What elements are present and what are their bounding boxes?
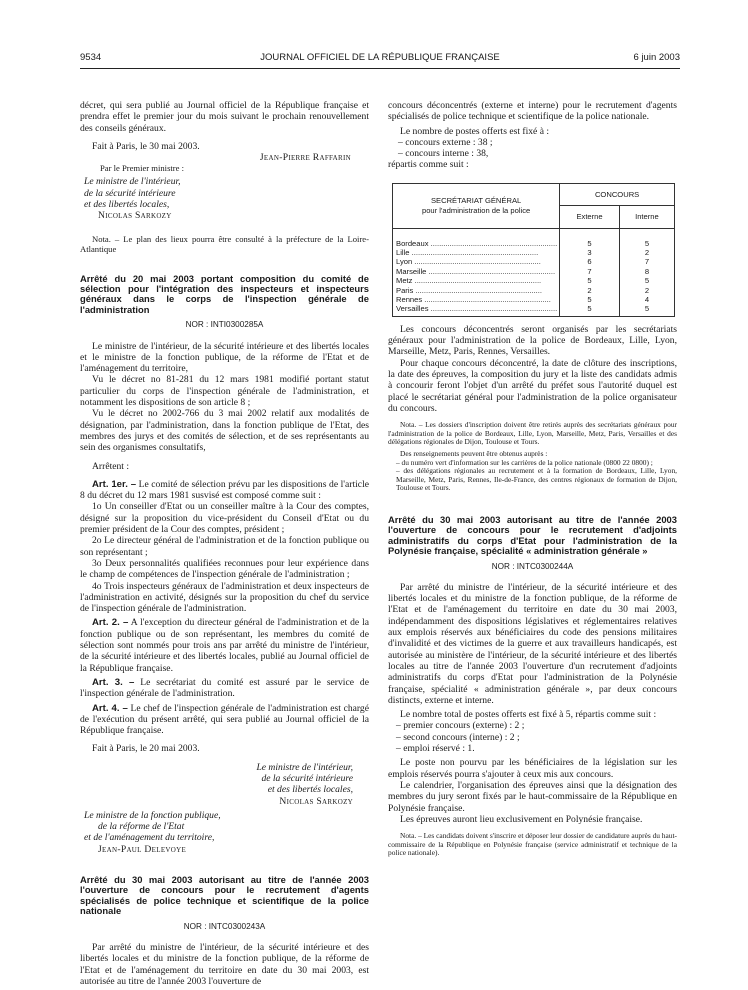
page-number: 9534 xyxy=(80,52,102,63)
renseignements-item-1: – du numéro vert d'information sur les carrières de la police nationale (0800 22 0800) ; xyxy=(396,457,653,467)
arretent: Arrêtent : xyxy=(92,460,130,472)
article-4 xyxy=(80,703,369,737)
sig1-minister-line-2: de la sécurité intérieure xyxy=(84,187,176,199)
table-row xyxy=(393,228,675,248)
signature-block-2-right xyxy=(80,762,369,807)
sig2-right-line-1: Le ministre de l'intérieur, xyxy=(256,761,353,773)
leader-dots: ............................................................ xyxy=(428,238,558,248)
concours-externe-line: – concours externe : 38 ; xyxy=(398,136,493,148)
arrete-3-title: Arrêté du 30 mai 2003 autorisant au titre de l'année 2003 l'ouverture de concours pour le recrutement d'adjoints administratifs du corps d'Etat pour l'administration de la Polynésie française, spécialité « administration générale » xyxy=(388,513,677,557)
table-cell-city: Metz ............................................................ xyxy=(393,276,560,285)
table-cell-city: Rennes ............................................................ xyxy=(393,295,560,304)
renseignements-item-2: – des délégations régionales au recrutement et à la formation de Bordeaux, Lille, Lyon, Marseille, Metz, Paris, Rennes, Ile-de-France, des centres régionaux de formation de Dijon, Toulouse et Tours. xyxy=(396,466,677,493)
leader-dots: ............................................................ xyxy=(413,285,543,295)
left-column xyxy=(80,100,369,987)
table-row xyxy=(393,304,675,316)
leader-dots: ............................................................ xyxy=(409,248,539,257)
table-row xyxy=(393,267,675,276)
table-row xyxy=(393,276,675,285)
table-cell-city: Lyon ............................................................ xyxy=(393,257,560,266)
table-cell-interne: 7 xyxy=(619,257,674,266)
arrete-3-nor: NOR : INTC0300244A xyxy=(491,561,574,571)
sig1-minister-name: Nicolas Sarkozy xyxy=(98,210,172,222)
sig1-minister-line-1: Le ministre de l'intérieur, xyxy=(84,176,181,188)
renseignements: Des renseignements peuvent être obtenus auprès : xyxy=(400,449,548,458)
table-head-secretariat-2: pour l'administration de la police xyxy=(421,205,531,215)
sig2-left-line-1: Le ministre de la fonction publique, xyxy=(84,809,221,821)
journal-title: JOURNAL OFFICIEL DE LA RÉPUBLIQUE FRANÇAISE xyxy=(260,52,500,63)
art1-item-3: 3o Deux personnalités qualifiées reconnues pour leur expérience dans le champ de compétences de l'inspection générale de l'administration ; xyxy=(80,557,369,581)
table-cell-externe: 5 xyxy=(560,276,620,285)
art1-item-2: 2o Le directeur général de l'administration et de la fonction publique ou son représentant ; xyxy=(80,535,369,558)
issue-date: 6 juin 2003 xyxy=(633,52,680,63)
continued-paragraph: concours déconcentrés (externe et interne) pour le recrutement d'agents spécialisés de police technique et scientifique de la police nationale. xyxy=(388,100,677,123)
table-cell-externe: 6 xyxy=(560,257,620,266)
arrete-2-nor: NOR : INTC0300243A xyxy=(183,921,266,931)
fait-line-2: Fait à Paris, le 20 mai 2003. xyxy=(92,743,200,755)
table-cell-city: Marseille ............................................................ xyxy=(393,267,560,276)
leader-dots: ............................................................ xyxy=(412,276,542,286)
a3-lieu: Les épreuves auront lieu exclusivement en Polynésie française. xyxy=(400,813,643,825)
table-cell-interne: 5 xyxy=(619,304,674,316)
leader-dots: ............................................................ xyxy=(412,257,541,267)
table-head-externe: Externe xyxy=(560,206,620,228)
art3-label: Art. 3. – xyxy=(92,676,135,688)
sig2-left-name: Jean-Paul Delevoye xyxy=(98,843,187,855)
table-cell-externe: 7 xyxy=(560,267,620,276)
art1-label: Art. 1er. – xyxy=(92,478,137,490)
a1-paragraph-1: Le ministre de l'intérieur, de la sécurité intérieure et des libertés locales et le ministre de la fonction publique, de la réforme de l'Etat et de l'aménagement du territoire, xyxy=(80,340,369,375)
sig2-right-line-3: et des libertés locales, xyxy=(267,784,353,796)
repartis-line: répartis comme suit : xyxy=(388,159,469,171)
sig2-left-line-3: et de l'aménagement du territoire, xyxy=(84,832,215,844)
leader-dots: ............................................................ xyxy=(428,304,558,314)
intro-paragraph: décret, qui sera publié au Journal officiel de la République française et prendra effet le premier jour du mois suivant le prochain renouvellement des conseils généraux. xyxy=(80,100,369,134)
leader-dots: ............................................................ xyxy=(426,266,556,276)
sig2-left-line-2: de la réforme de l'Etat xyxy=(98,821,185,833)
table-row xyxy=(393,286,675,295)
table-cell-externe: 5 xyxy=(560,295,620,304)
a1-paragraph-2: Vu le décret no 81-281 du 12 mars 1981 modifié portant statut particulier du corps de l'inspection générale de l'administration, et notamment les dispositions de son article 8 ; xyxy=(80,374,369,409)
arrete-1-nor: NOR : INTI0300285A xyxy=(185,320,264,330)
concours-interne-line: – concours interne : 38, xyxy=(398,148,489,160)
a3-list-item-3: – emploi réservé : 1. xyxy=(396,743,475,755)
article-1 xyxy=(80,479,369,502)
table-cell-externe: 3 xyxy=(560,248,620,257)
table-head-secretariat-1: SECRÉTARIAT GÉNÉRAL xyxy=(430,196,522,206)
a3-calendrier: Le calendrier, l'organisation des épreuves ainsi que la désignation des membres du jury seront fixés par le haut-commissaire de la République en Polynésie française. xyxy=(388,779,677,814)
table-cell-city: Bordeaux ............................................................ xyxy=(393,228,560,248)
leader-dots: ............................................................ xyxy=(422,295,551,305)
table-cell-interne: 5 xyxy=(619,228,674,248)
p-chaque-concours: Pour chaque concours déconcentré, la date de clôture des inscriptions, la date des épreuves, la composition du jury et la liste des candidats admis à concourir feront l'objet d'un arrêté du préfet sous l'autorité duquel est placé le secrétariat général pour l'administration de la police organisateur du concours. xyxy=(388,357,677,414)
table-cell-interne: 2 xyxy=(619,248,674,257)
table-head-secretariat xyxy=(393,183,560,228)
table-cell-interne: 2 xyxy=(619,286,674,295)
art1-item-4: 4o Trois inspecteurs généraux de l'administration et deux inspecteurs de l'administration en activité, désignés sur la proposition du chef du service de l'inspection générale de l'administration. xyxy=(80,580,369,615)
art4-text: Le chef de l'inspection générale de l'administration est chargé de l'exécution du présent arrêté, qui sera publié au Journal officiel de la République française. xyxy=(80,702,369,737)
table-cell-interne: 5 xyxy=(619,276,674,285)
art3-text: Le secrétariat du comité est assuré par le service de l'inspection générale de l'administration. xyxy=(80,676,369,700)
header-rule xyxy=(80,68,680,69)
table-cell-city: Lille ............................................................ xyxy=(393,248,560,257)
table-row xyxy=(393,248,675,257)
article-3 xyxy=(80,677,369,700)
nota-3: Nota. – Les candidats doivent s'inscrire et déposer leur dossier de candidature auprès du haut-commissaire de la République en Polynésie française (service administratif et technique de la police nationale). xyxy=(388,831,677,858)
table-head-concours: CONCOURS xyxy=(560,183,675,205)
a3-list-item-1: – premier concours (externe) : 2 ; xyxy=(396,720,525,732)
signature-block-2-left xyxy=(80,810,369,855)
arrete-2-title: Arrêté du 30 mai 2003 autorisant au titre de l'année 2003 l'ouverture de concours pour le recrutement d'agents spécialisés de police technique et scientifique de la police nationale xyxy=(80,874,369,917)
arrete-1-title: Arrêté du 20 mai 2003 portant composition du comité de sélection pour l'intégration des inspecteurs et inspecteurs généraux dans le corps de l'inspection générale de l'administration xyxy=(80,272,369,315)
nota-2: Nota. – Les dossiers d'inscription doivent être retirés auprès des secrétariats généraux pour l'administration de la police de Bordeaux, Lille, Lyon, Marseille, Metz, Paris, Versailles et des délégations régionales de Dijon, Toulouse et Tours. xyxy=(388,420,677,447)
signatory-par: Par le Premier ministre : xyxy=(100,163,185,174)
table-cell-city: Versailles ............................................................ xyxy=(393,304,560,316)
fait-line-1: Fait à Paris, le 30 mai 2003. xyxy=(92,140,200,152)
table-cell-city: Paris ............................................................ xyxy=(393,286,560,295)
table-cell-interne: 4 xyxy=(619,295,674,304)
art1-text: Le comité de sélection prévu par les dispositions de l'article 8 du décret du 12 mars 1981 susvisé est composé comme suit : xyxy=(80,478,369,502)
a1-paragraph-3: Vu le décret no 2002-766 du 3 mai 2002 relatif aux modalités de désignation, par l'administration, dans la fonction publique de l'Etat, des membres des jurys et des comités de sélection, et de ses représentants au sein des organismes consultatifs, xyxy=(80,408,369,454)
table-cell-externe: 2 xyxy=(560,286,620,295)
posts-table xyxy=(392,183,675,317)
signatory-name-1: Jean-Pierre Raffarin xyxy=(259,152,351,164)
table-cell-externe: 5 xyxy=(560,304,620,316)
table-head-interne: Interne xyxy=(619,206,674,228)
table-row xyxy=(393,257,675,266)
signature-block-1 xyxy=(80,176,369,221)
right-column xyxy=(388,100,677,858)
a3-list-item-2: – second concours (interne) : 2 ; xyxy=(396,731,520,743)
page-header xyxy=(80,52,680,66)
art1-item-1: 1o Un conseiller d'Etat ou un conseiller maître à la Cour des comptes, désigné sur la proposition du vice-président du Conseil d'Etat ou du premier président de la Cour des comptes, président ; xyxy=(80,501,369,536)
a3-total: Le nombre total de postes offerts est fixé à 5, répartis comme suit : xyxy=(400,709,657,721)
a3-paragraph-1: Par arrêté du ministre de l'intérieur, de la sécurité intérieure et des libertés locales et du ministre de la fonction publique, de la réforme de l'Etat et de l'aménagement du territoire en date du 30 mai 2003, indépendamment des dispositions législatives et réglementaires relatives aux emplois réservés aux bénéficiaires du code des pensions militaires d'invalidité et des victimes de la guerre et aux travailleurs handicapés, est autorisée au ministère de l'intérieur, de la sécurité intérieure et des libertés locales au titre de l'année 2003 l'ouverture d'un recrutement d'adjoints administratifs du corps d'Etat pour l'administration de la Polynésie française, spécialité « administration générale », par deux concours distincts, externe et interne. xyxy=(388,581,677,706)
a3-list xyxy=(388,720,677,754)
sig2-right-line-2: de la sécurité intérieure xyxy=(261,772,353,784)
table-row xyxy=(393,295,675,304)
table-cell-interne: 8 xyxy=(619,267,674,276)
art2-text: A l'exception du directeur général de l'administration et de la fonction publique ou de son représentant, les membres du comité de sélection sont nommés pour trois ans par arrêté du ministre de l'intérieur, de la sécurité intérieure et des libertés locales, publié au Journal officiel de la République française. xyxy=(80,617,369,674)
p-concours: Les concours déconcentrés seront organisés par les secrétariats généraux pour l'administration de la police de Bordeaux, Lille, Lyon, Marseille, Metz, Paris, Rennes, Versailles. xyxy=(388,323,677,358)
a3-poste-non-pourvu: Le poste non pourvu par les bénéficiaires de la législation sur les emplois réservés pourra s'ajouter à ceux mis aux concours. xyxy=(388,757,677,780)
article-2 xyxy=(80,617,369,673)
art2-label: Art. 2. – xyxy=(92,617,129,629)
art4-label: Art. 4. – xyxy=(92,702,128,714)
nota-1: Nota. – Le plan des lieux pourra être consulté à la préfecture de la Loire-Atlantique xyxy=(80,233,369,254)
a2-paragraph-1: Par arrêté du ministre de l'intérieur, de la sécurité intérieure et des libertés locales et du ministre de la fonction publique, de la réforme de l'Etat et de l'aménagement du territoire en date du 30 mai 2003, est autorisée au titre de l'année 2003 l'ouverture de xyxy=(80,941,369,987)
sig1-minister-line-3: et des libertés locales, xyxy=(84,199,170,211)
nb-postes: Le nombre de postes offerts est fixé à : xyxy=(400,125,550,137)
sig2-right-name: Nicolas Sarkozy xyxy=(279,795,353,807)
table-cell-externe: 5 xyxy=(560,228,620,248)
